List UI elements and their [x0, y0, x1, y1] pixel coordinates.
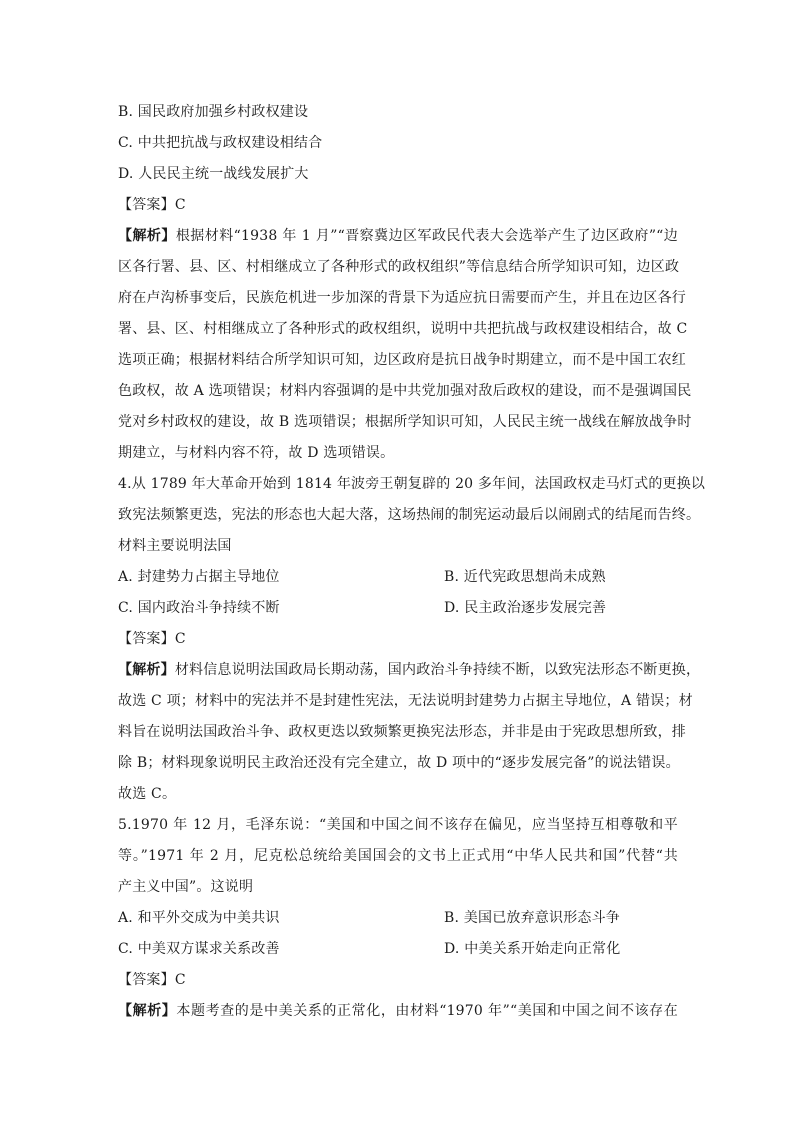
q3-analysis-line: 党对乡村政权的建设，故 B 选项错误；根据所学知识可知，人民民主统一战线在解放战争时	[118, 414, 692, 430]
analysis-label: 【解析】	[118, 662, 175, 678]
q5-answer	[118, 970, 418, 990]
q5-option-d: D. 中美关系开始走向正常化	[444, 941, 621, 957]
q4-option-b: B. 近代宪政思想尚未成熟	[444, 569, 606, 585]
q3-option-c: C. 中共把抗战与政权建设相结合	[118, 135, 323, 151]
q4-analysis-line: 【解析】材料信息说明法国政局长期动荡，国内政治斗争持续不断，以致宪法形态不断更换，	[118, 662, 701, 678]
q3-option-d: D. 人民民主统一战线发展扩大	[118, 166, 309, 182]
q5-option-a: A. 和平外交成为中美共识	[118, 910, 280, 926]
q4-stem-line: 材料主要说明法国	[118, 538, 232, 554]
q4-answer	[118, 629, 418, 649]
analysis-label: 【解析】	[118, 228, 176, 244]
q3-analysis-line: 府在卢沟桥事变后，民族危机进一步加深的背景下为适应抗日需要而产生，并且在边区各行	[118, 290, 686, 306]
analysis-label: 【解析】	[118, 1003, 177, 1019]
answer-label: 【答案】	[118, 197, 175, 213]
q5-stem-line: 等。”1971 年 2 月，尼克松总统给美国国会的文书上正式用“中华人民共和国”代替“共	[118, 848, 678, 864]
q4-stem-line: 致宪法频繁更迭，宪法的形态也大起大落，这场热闹的制宪运动最后以闹剧式的结尾而告终。	[118, 507, 701, 523]
q4-analysis-line: 除 B；材料现象说明民主政治还没有完全建立，故 D 项中的“逐步发展完备”的说法错误。	[118, 755, 680, 771]
q5-option-b: B. 美国已放弃意识形态斗争	[444, 910, 620, 926]
q3-answer	[118, 195, 418, 215]
q5-analysis-line: 【解析】本题考查的是中美关系的正常化，由材料“1970 年”“美国和中国之间不该存在	[118, 1003, 678, 1019]
q3-analysis-line: 色政权，故 A 选项错误；材料内容强调的是中共党加强对敌后政权的建设，而不是强调国民	[118, 383, 692, 399]
q3-option-b: B. 国民政府加强乡村政权建设	[118, 104, 309, 120]
q4-analysis-line: 故选 C 项；材料中的宪法并不是封建性宪法，无法说明封建势力占据主导地位，A 错误；材	[118, 693, 693, 709]
q4-analysis-line: 料旨在说明法国政治斗争、政权更迭以致频繁更换宪法形态，并非是由于宪政思想所致，排	[118, 724, 686, 740]
answer-value: C	[174, 197, 186, 213]
q4-option-d: D. 民主政治逐步发展完善	[444, 600, 607, 616]
answer-value: C	[174, 972, 186, 988]
q3-analysis-line: 区各行署、县、区、村相继成立了各种形式的政权组织”等信息结合所学知识可知，边区政	[118, 259, 680, 275]
answer-label: 【答案】	[118, 972, 175, 988]
answer-label: 【答案】	[118, 631, 175, 647]
q4-option-c: C. 国内政治斗争持续不断	[118, 600, 280, 616]
q3-analysis-line: 署、县、区、村相继成立了各种形式的政权组织，说明中共把抗战与政权建设相结合，故 C	[118, 321, 688, 337]
q4-option-a: A. 封建势力占据主导地位	[118, 569, 280, 585]
q5-option-c: C. 中美双方谋求关系改善	[118, 941, 280, 957]
q5-stem-line: 产主义中国”。这说明	[118, 879, 254, 895]
q3-analysis-line: 【解析】根据材料“1938 年 1 月”“晋察冀边区军政民代表大会选举产生了边区政府”“边	[118, 228, 678, 244]
q4-stem-line: 4.从 1789 年大革命开始到 1814 年波旁王朝复辟的 20 多年间，法国政权走马灯式的更换以	[118, 476, 706, 492]
q5-stem-line: 5.1970 年 12 月，毛泽东说：“美国和中国之间不该存在偏见，应当坚持互相尊敬和平	[118, 817, 678, 833]
q3-analysis-line: 选项正确；根据材料结合所学知识可知，边区政府是抗日战争时期建立，而不是中国工农红	[118, 352, 686, 368]
q4-analysis-line: 故选 C。	[118, 786, 177, 802]
answer-value: C	[174, 631, 186, 647]
q3-analysis-line: 期建立，与材料内容不符，故 D 选项错误。	[118, 445, 395, 461]
